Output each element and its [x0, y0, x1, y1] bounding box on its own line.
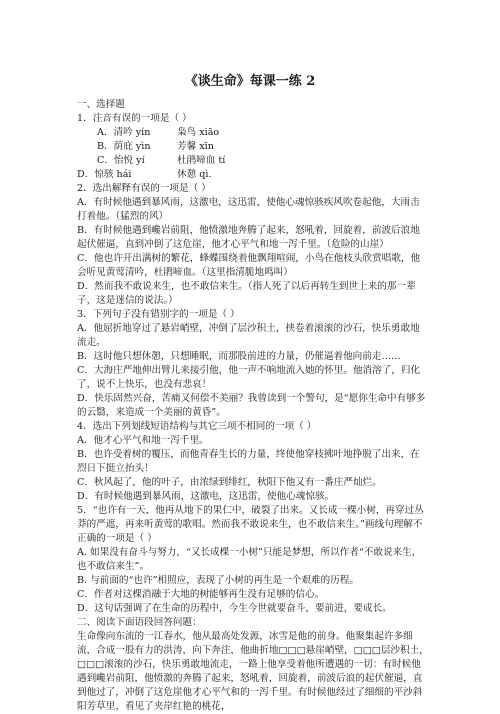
worksheet-content	[77, 98, 429, 714]
question-3-option-b: B．这时他只想休憩，只想睡眠，而那股前进的力量，仍催逼着他向前走……	[77, 351, 401, 362]
question-5-option-d: D．这句话强调了在生命的历程中，今生今世就要奋斗，要前进，要成长。	[77, 603, 392, 614]
option-word: 休憩 qì．	[177, 169, 219, 180]
question-4-stem: 4．选出下列划线短语结构与其它三项不相同的一项（ ）	[77, 421, 317, 432]
option-word: 枭鸟 xiāo	[177, 127, 220, 138]
question-5-option-c: C．作者对这棵消融于大地的树能够再生没有足够的信心。	[77, 589, 325, 600]
question-2-option-a: A．有时候他遇到暴风雨，这激电，这迅雷，使他心魂惊骇疾风吹卷起他，大雨击打着他。（猛烈的风）	[77, 197, 420, 222]
question-3-option-a: A．他屈折地穿过了悬岩峭壁，冲倒了层沙积土，挟卷着滚滚的沙石，快乐勇敢地流走。	[77, 323, 420, 348]
question-1-option-a	[77, 126, 429, 140]
question-2-option-c: C．他也许开出满树的繁花，蜂蝶围绕着他飘翔喧闹，小鸟在他枝头欣赏唱歌，他会听见黄莺清吟，杜鹃啼血。（这里指清脆地鸣叫）	[77, 253, 421, 278]
option-word: B．荫庇 yìn	[97, 141, 151, 152]
page-title: 《谈生命》每课一练 2	[184, 74, 316, 89]
question-3-stem: 3．下列句子没有错别字的一项是（ ）	[77, 309, 240, 320]
question-2-option-d: D．然而我不敢说来生，也不敢信来生。（指人死了以后再转生到世上来的那一辈子，这是迷信的说法。）	[77, 281, 416, 306]
question-1-stem: 1．注音有误的一项是（ ）	[77, 113, 192, 124]
section-heading: 一、选择题	[77, 99, 125, 110]
question-1-option-c	[77, 154, 429, 168]
option-word: 芳馨 xīn	[177, 141, 214, 152]
question-4-option-a: A．他才心平气和地一泻千里。	[77, 435, 209, 446]
option-word: D．惊骇 hái	[77, 169, 132, 180]
question-4-option-b: B．也许受着树的覆压，而他青春生长的力量，终使他穿枝拂叶地挣脱了出来，在烈日下挺立抬头！	[77, 449, 420, 474]
question-3-option-d: D．快乐固然兴奋，苦痛又何偿不美丽？我曾读到一个警句，是“愿你生命中有够多的云翳，来造成一个美丽的黄昏”。	[77, 393, 426, 418]
question-1-option-d	[77, 168, 429, 182]
question-3-option-c: C．大海庄严地伸出臂儿来接引他，他一声不响地流入她的怀里。他消溶了，归化了，说不上快乐，也没有悲哀！	[77, 365, 421, 390]
reading-passage: 生命像向东流的一江春水，他从最高处发源，冰雪是他的前身。他聚集起许多细流，合成一股有力的洪涛，向下奔注，他曲折地□□□悬崖峭壁，□□□层沙积土，□□□滚滚的沙石，快乐勇敢地流走，一路上他享受着他所遭遇的一切：有时候他遇到巉岩前阻，他愤激的奔腾了起来，怒吼着，回旋着，前波后浪的起伏催逼，直到他过了，冲倒了这危崖他才心平气和的一泻千里。有时候他经过了细细的平沙斜阳芳草里，看见了夹岸红艳的桃花，	[77, 631, 429, 712]
question-5-option-a: A. 如果没有奋斗与努力，“又长成棵一小树”只能是梦想，所以作者“不敢说来生，也不敢信来生”。	[77, 547, 422, 572]
section-heading: 二、阅读下面语段回答问题：	[77, 617, 202, 628]
question-5-option-b: B. 与前面的“也许”相照应，表现了小树的再生是一个艰难的历程。	[77, 575, 359, 586]
question-5-stem: 5．“也许有一天，他再从地下的果仁中，破裂了出来。又长成一棵小树，再穿过丛莽的严遮，再来听黄莺的歌唱。然而我不敢说来生，也不敢信来生。”画线句理解不正确的一项是（ ）	[77, 505, 424, 544]
question-4-option-c: C．秋风起了，他的叶子，由浓绿到绯红，秋阳下他又有一番庄严灿烂。	[77, 477, 382, 488]
question-2-stem: 2．选出解释有误的一项是（ ）	[77, 183, 211, 194]
option-word: 杜鹃啼血 tí	[177, 155, 226, 166]
question-4-option-d: D．有时候他遇到暴风雨，这激电，这迅雷，使他心魂惊骇。	[77, 491, 335, 502]
question-2-option-b: B．有时候他遇到巉岩前阻，他愤激地奔腾了起来，怒吼着，回旋着，前波后浪地起伏催逼，直到冲倒了这危崖，他才心平气和地一泻千里。（危险的山崖）	[77, 225, 420, 250]
option-word: C．怡悦 yí	[97, 155, 145, 166]
option-word: A．清吟 yín	[97, 127, 151, 138]
question-1-option-b	[77, 140, 429, 154]
